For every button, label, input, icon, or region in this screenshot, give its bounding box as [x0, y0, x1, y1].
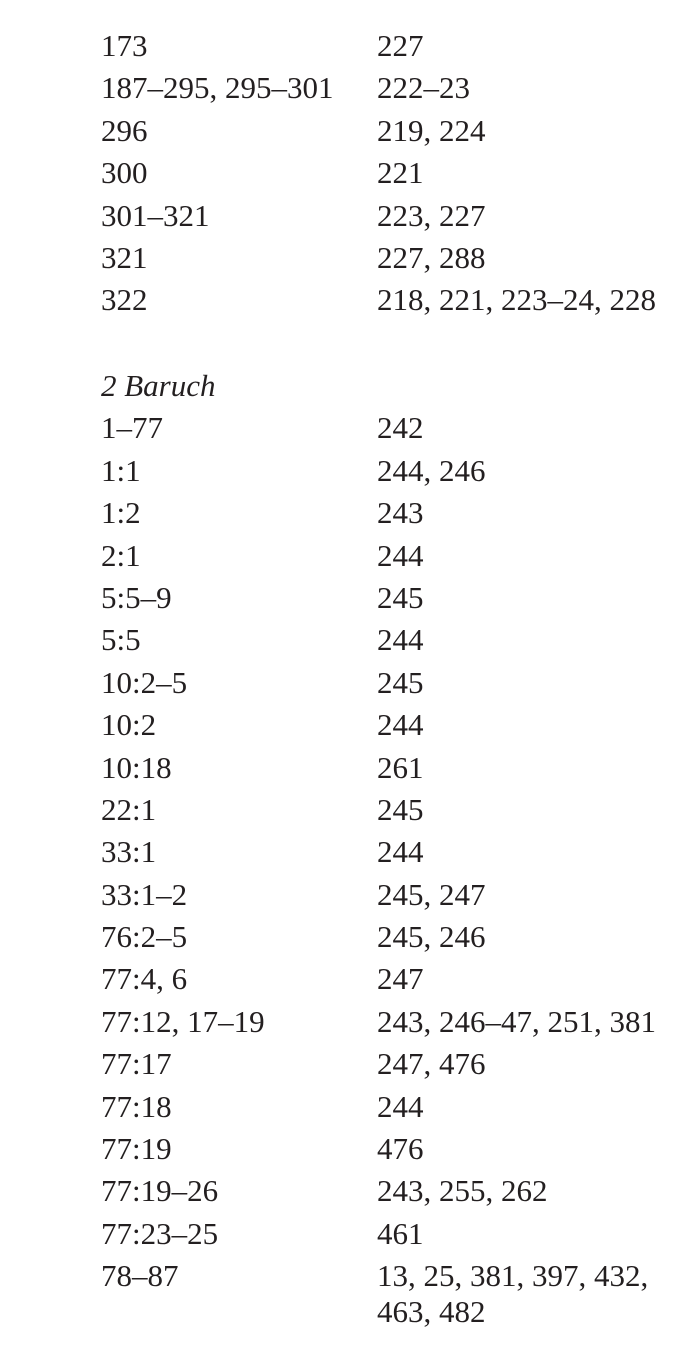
index-row	[101, 70, 691, 112]
index-reference: 300	[101, 155, 148, 191]
index-reference: 33:1	[101, 834, 157, 870]
index-pages: 243	[377, 495, 424, 531]
index-pages: 244	[377, 622, 424, 658]
index-pages: 223, 227	[377, 197, 486, 233]
index-reference: 77:12, 17–19	[101, 1003, 265, 1039]
index-reference: 5:5–9	[101, 579, 172, 615]
index-reference: 1:2	[101, 495, 141, 531]
index-reference: 77:23–25	[101, 1215, 219, 1251]
index-row	[101, 622, 691, 664]
index-row	[101, 198, 691, 240]
index-reference: 2:1	[101, 537, 141, 573]
index-reference: 76:2–5	[101, 919, 188, 955]
index-pages: 243, 246–47, 251, 381	[377, 1003, 656, 1039]
index-pages: 13, 25, 381, 397, 432, 463, 482	[377, 1258, 649, 1330]
index-pages: 218, 221, 223–24, 228	[377, 282, 656, 318]
index-row	[101, 834, 691, 876]
index-reference: 77:18	[101, 1088, 172, 1124]
index-pages: 461	[377, 1215, 424, 1251]
index-pages: 227, 288	[377, 239, 486, 275]
index-row	[101, 113, 691, 155]
index-row	[101, 919, 691, 961]
index-pages: 245	[377, 791, 424, 827]
index-reference: 5:5	[101, 622, 141, 658]
index-reference: 77:4, 6	[101, 961, 188, 997]
index-reference: 10:2	[101, 707, 157, 743]
index-reference: 187–295, 295–301	[101, 70, 334, 106]
index-pages: 227	[377, 28, 424, 63]
index-row	[101, 1004, 691, 1046]
index-pages: 221	[377, 155, 424, 191]
index-reference: 22:1	[101, 791, 157, 827]
index-row	[101, 538, 691, 580]
index-reference: 77:19–26	[101, 1173, 219, 1209]
index-row	[101, 240, 691, 282]
index-row	[101, 1216, 691, 1258]
index-pages: 245, 247	[377, 876, 486, 912]
index-pages: 245	[377, 664, 424, 700]
index-pages: 247	[377, 961, 424, 997]
index-pages: 222–23	[377, 70, 470, 106]
index-row	[101, 750, 691, 792]
index-pages: 244	[377, 537, 424, 573]
index-row	[101, 961, 691, 1003]
index-row	[101, 665, 691, 707]
index-row	[101, 410, 691, 452]
index-reference: 301–321	[101, 197, 210, 233]
index-row	[101, 282, 691, 324]
index-row	[101, 1258, 691, 1330]
index-pages: 243, 255, 262	[377, 1173, 548, 1209]
index-reference: 77:19	[101, 1131, 172, 1167]
index-row	[101, 1046, 691, 1088]
index-pages: 244	[377, 834, 424, 870]
index-row	[101, 28, 691, 70]
index-pages: 219, 224	[377, 112, 486, 148]
index-reference: 33:1–2	[101, 876, 188, 912]
index-reference: 1:1	[101, 452, 141, 488]
index-reference: 10:18	[101, 749, 172, 785]
index-row	[101, 1089, 691, 1131]
section-heading: 2 Baruch	[101, 368, 216, 403]
index-block-2-baruch	[101, 368, 691, 1330]
index-reference: 296	[101, 112, 148, 148]
index-row	[101, 155, 691, 197]
index-block-top	[101, 28, 691, 325]
index-reference: 78–87	[101, 1258, 179, 1294]
index-pages: 244	[377, 707, 424, 743]
index-row	[101, 1131, 691, 1173]
index-reference: 77:17	[101, 1046, 172, 1082]
index-pages: 261	[377, 749, 424, 785]
index-row	[101, 707, 691, 749]
index-reference: 1–77	[101, 410, 163, 446]
index-row	[101, 453, 691, 495]
index-row	[101, 495, 691, 537]
index-pages: 244, 246	[377, 452, 486, 488]
index-reference: 10:2–5	[101, 664, 188, 700]
index-row	[101, 1173, 691, 1215]
index-pages: 245, 246	[377, 919, 486, 955]
index-reference: 322	[101, 282, 148, 318]
index-row	[101, 792, 691, 834]
index-pages: 247, 476	[377, 1046, 486, 1082]
index-row	[101, 580, 691, 622]
index-pages: 476	[377, 1131, 424, 1167]
index-pages: 245	[377, 579, 424, 615]
index-pages: 242	[377, 410, 424, 446]
index-reference: 173	[101, 28, 148, 63]
index-row	[101, 877, 691, 919]
index-pages: 244	[377, 1088, 424, 1124]
index-reference: 321	[101, 239, 148, 275]
